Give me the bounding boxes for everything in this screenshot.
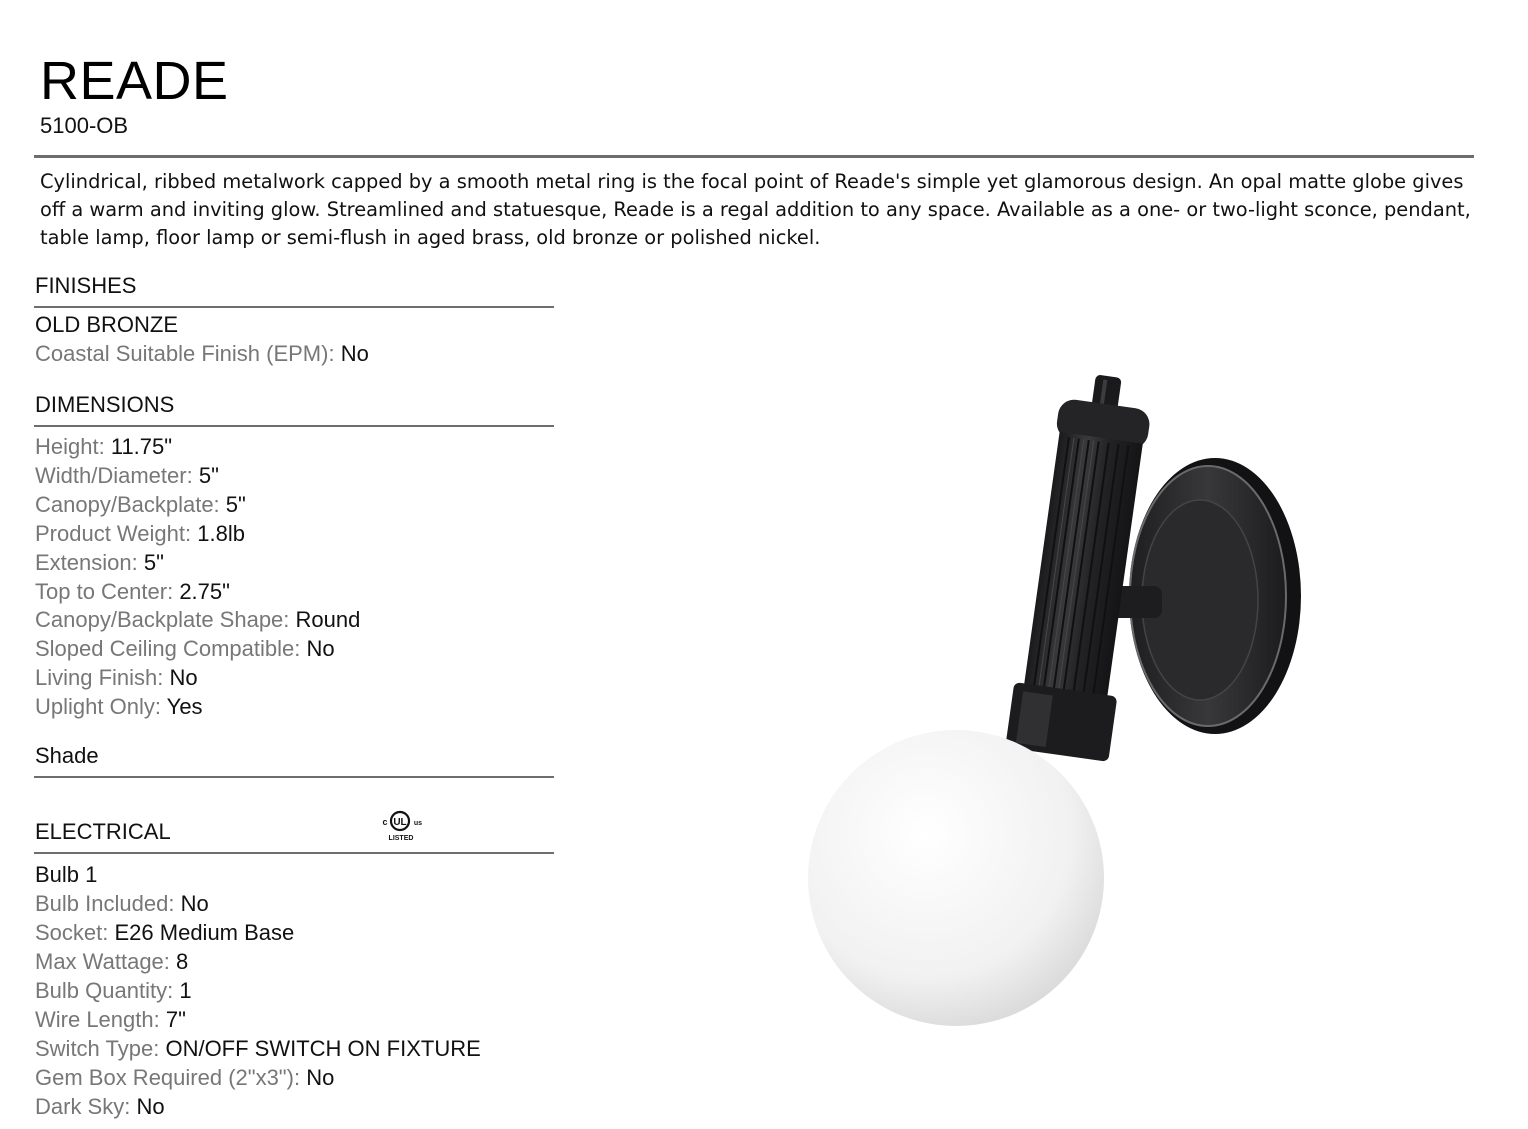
header-divider [34, 155, 1474, 158]
electrical-label: Max Wattage: [35, 949, 170, 974]
dimension-row [35, 492, 246, 518]
electrical-value: 1 [179, 978, 192, 1003]
electrical-value: 8 [176, 949, 189, 974]
ul-mark-listed: LISTED [388, 835, 414, 842]
dimension-value: No [169, 665, 198, 691]
dimension-value: 2.75" [179, 578, 230, 604]
dimension-row [35, 521, 245, 547]
product-description: Cylindrical, ribbed metalwork capped by a smooth metal ring is the focal point of Reade's simple yet glamorous design. An opal matte globe gives off a warm and inviting glow. Streamlined and statuesque, Reade is a regal addition to any space. Available as a one- or two-light sconce, pendant, table lamp, floor lamp or semi-flush in aged brass, old bronze or polished nickel. [40, 170, 1471, 249]
electrical-label: Dark Sky: [35, 1094, 131, 1119]
electrical-row [35, 920, 294, 946]
dimension-label: Top to Center: [35, 578, 174, 604]
dimension-label: Canopy/Backplate: [35, 491, 220, 517]
electrical-label: Switch Type: [35, 1036, 160, 1061]
ul-listed-logo [380, 806, 432, 846]
dimension-value: 11.75" [110, 434, 173, 459]
electrical-row [35, 1094, 165, 1120]
electrical-value: ON/OFF SWITCH ON FIXTURE [165, 1036, 481, 1061]
dimension-row [35, 434, 172, 460]
dimension-value: 5" [225, 491, 246, 517]
dimension-value: 5" [198, 462, 219, 488]
dimension-label: Canopy/Backplate Shape: [35, 607, 290, 633]
electrical-row [35, 891, 209, 917]
electrical-value: No [180, 891, 209, 916]
electrical-label: Wire Length: [35, 1007, 160, 1032]
electrical-label: Bulb Included: [35, 891, 175, 916]
electrical-row [35, 1007, 186, 1033]
dimension-value: No [306, 636, 335, 662]
electrical-row [35, 1036, 481, 1062]
finishes-heading: FINISHES [35, 273, 137, 298]
bulb-heading: Bulb 1 [35, 862, 98, 887]
dimension-value: Round [295, 607, 361, 633]
dimension-row [35, 463, 219, 489]
coastal-finish-label: Coastal Suitable Finish (EPM): [35, 341, 335, 366]
dimension-value: 1.8lb [197, 520, 245, 546]
dimension-value: 5" [143, 549, 164, 575]
electrical-label: Socket: [35, 920, 109, 945]
product-sku: 5100-OB [40, 113, 129, 138]
electrical-label: Bulb Quantity: [35, 978, 174, 1003]
finishes-divider [34, 306, 554, 308]
dimension-label: Living Finish: [35, 665, 164, 691]
product-title: READE [40, 51, 229, 111]
dimensions-heading: DIMENSIONS [35, 392, 175, 417]
product-image-sconce [760, 360, 1360, 1060]
dimension-row [35, 636, 335, 662]
dimension-label: Height: [35, 434, 105, 459]
electrical-label: Gem Box Required (2"x3"): [35, 1065, 301, 1090]
electrical-value: No [136, 1094, 165, 1119]
electrical-value: No [306, 1065, 335, 1090]
dimension-row [35, 579, 230, 605]
dimension-label: Width/Diameter: [35, 462, 193, 488]
electrical-row [35, 978, 192, 1004]
coastal-finish-row [35, 341, 369, 367]
electrical-row [35, 1065, 334, 1091]
dimension-row [35, 694, 203, 720]
finish-name: OLD BRONZE [35, 312, 179, 337]
ul-mark-us: us [413, 820, 423, 827]
ul-mark-c: c [382, 817, 388, 827]
opal-globe [808, 730, 1104, 1026]
electrical-value: 7" [165, 1007, 186, 1032]
dimension-row [35, 665, 198, 691]
electrical-divider [34, 852, 554, 854]
ul-mark-center: UL [393, 817, 407, 828]
dimension-value: Yes [166, 694, 203, 720]
dimension-row [35, 607, 360, 633]
dimension-label: Product Weight: [35, 520, 192, 546]
shade-divider [34, 776, 554, 778]
shade-heading: Shade [35, 743, 99, 768]
coastal-finish-value: No [340, 341, 369, 366]
dimensions-divider [34, 425, 554, 427]
dimension-label: Uplight Only: [35, 694, 161, 720]
electrical-value: E26 Medium Base [114, 920, 295, 945]
dimension-label: Extension: [35, 549, 138, 575]
electrical-row [35, 949, 188, 975]
dimension-label: Sloped Ceiling Compatible: [35, 636, 301, 662]
dimension-row [35, 550, 164, 576]
electrical-heading: ELECTRICAL [35, 819, 171, 844]
